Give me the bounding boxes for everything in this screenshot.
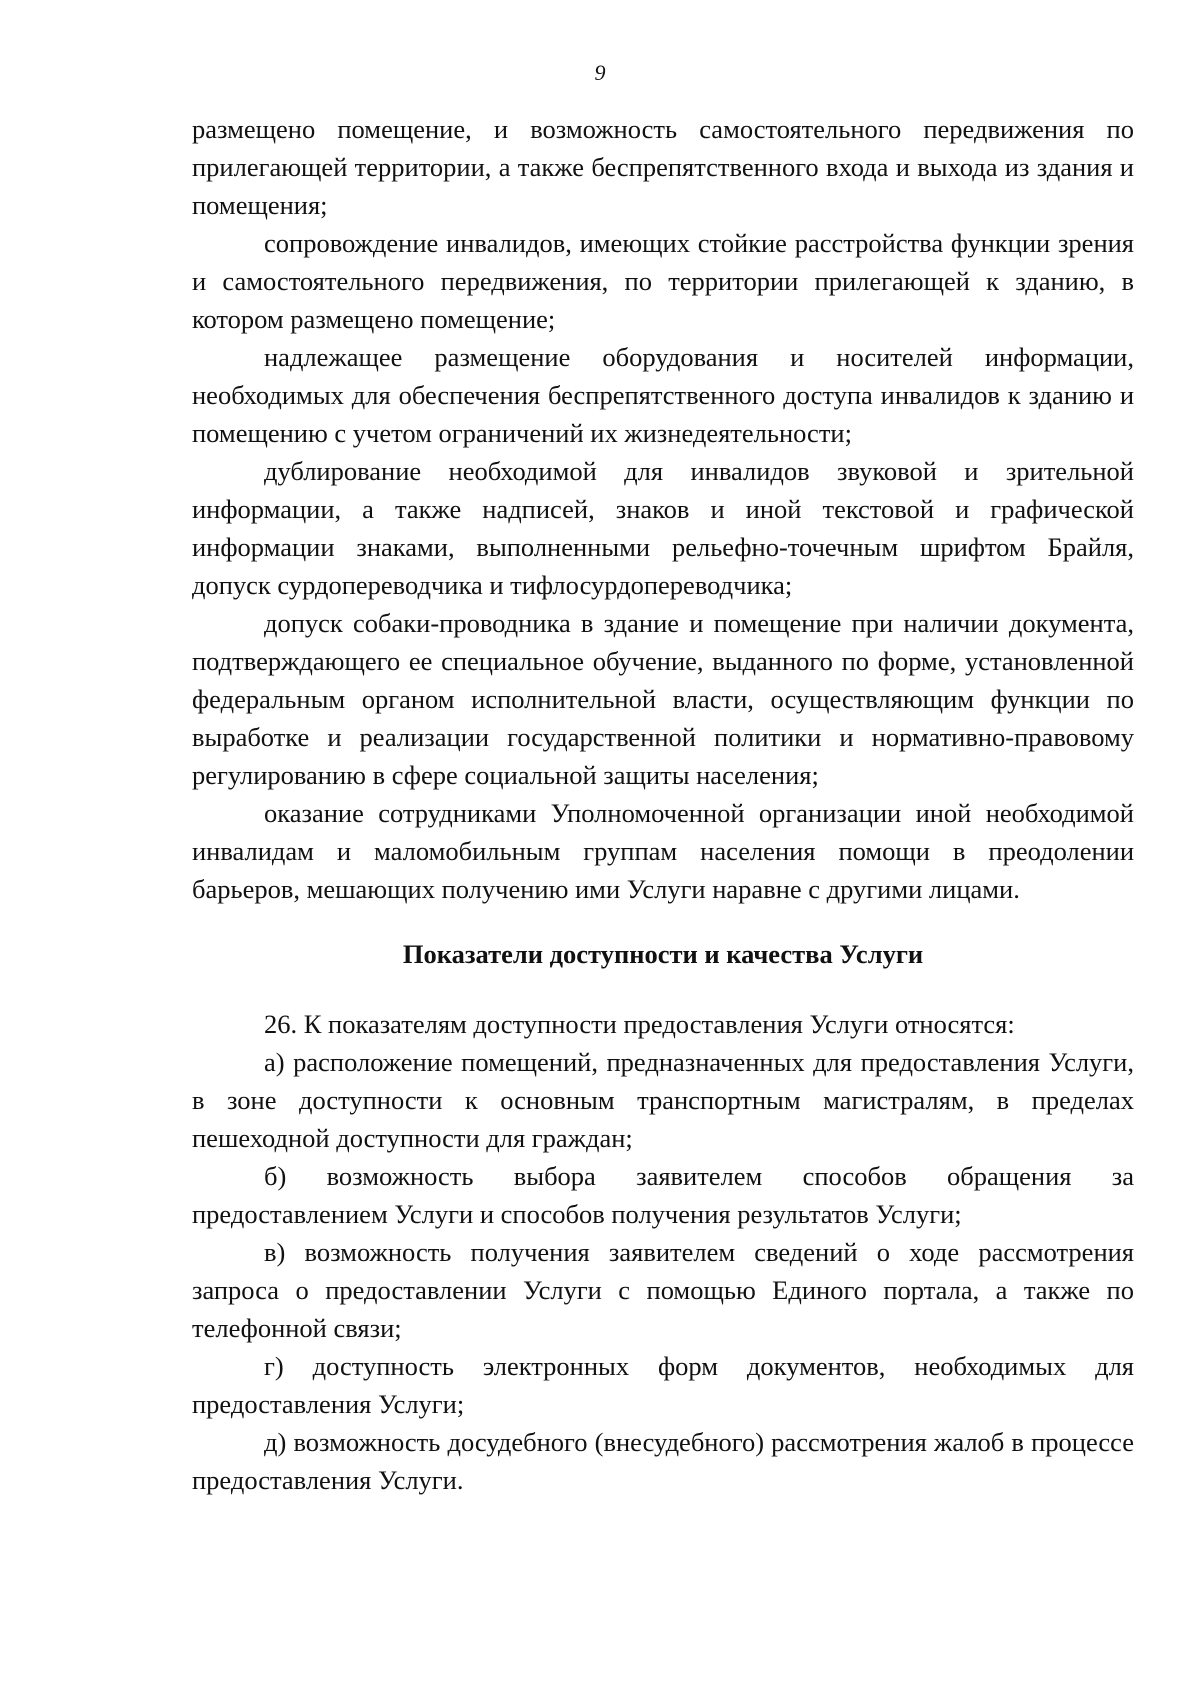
paragraph-item-g: г) доступность электронных форм документов, необходимых для предоставления Услуги; xyxy=(192,1351,1134,1419)
paragraph-item-d: д) возможность досудебного (внесудебного) рассмотрения жалоб в процессе предоставления Услуги. xyxy=(192,1427,1134,1495)
paragraph-item-a: а) расположение помещений, предназначенных для предоставления Услуги, в зоне доступности к основным транспортным магистралям, в пределах пешеходной доступности для граждан; xyxy=(192,1047,1134,1153)
paragraph-item-b: б) возможность выбора заявителем способов обращения за предоставлением Услуги и способов получения результатов Услуги; xyxy=(192,1161,1134,1229)
paragraph-escort: сопровождение инвалидов, имеющих стойкие расстройства функции зрения и самостоятельного передвижения, по территории прилегающей к зданию, в котором размещено помещение; xyxy=(192,228,1134,334)
document-body xyxy=(192,110,1134,1499)
paragraph-equipment-placement: надлежащее размещение оборудования и носителей информации, необходимых для обеспечения беспрепятственного доступа инвалидов к зданию и помещению с учетом ограничений их жизнедеятельности; xyxy=(192,342,1134,448)
page-number: 9 xyxy=(594,60,606,85)
paragraph-item-26: 26. К показателям доступности предоставления Услуги относятся: xyxy=(264,1009,1015,1039)
paragraph-guide-dog: допуск собаки-проводника в здание и помещение при наличии документа, подтверждающего ее специальное обучение, выданного по форме, установленной федеральным органом исполнительной власти, осуществляющим функции по выработке и реализации государственной политики и нормативно-правовому регулированию в сфере социальной защиты населения; xyxy=(192,608,1134,790)
section-heading: Показатели доступности и качества Услуги xyxy=(402,939,924,969)
paragraph-information-duplication: дублирование необходимой для инвалидов звуковой и зрительной информации, а также надписей, знаков и иной текстовой и графической информации знаками, выполненными рельефно-точечным шрифтом Брайля, допуск сурдопереводчика и тифлосурдопереводчика; xyxy=(192,456,1134,600)
paragraph-staff-assistance: оказание сотрудниками Уполномоченной организации иной необходимой инвалидам и маломобильным группам населения помощи в преодолении барьеров, мешающих получению ими Услуги наравне с другими лицами. xyxy=(192,798,1134,904)
paragraph-continuation: размещено помещение, и возможность самостоятельного передвижения по прилегающей территории, а также беспрепятственного входа и выхода из здания и помещения; xyxy=(192,114,1134,220)
paragraph-item-v: в) возможность получения заявителем сведений о ходе рассмотрения запроса о предоставлении Услуги с помощью Единого портала, а также по телефонной связи; xyxy=(192,1237,1134,1343)
